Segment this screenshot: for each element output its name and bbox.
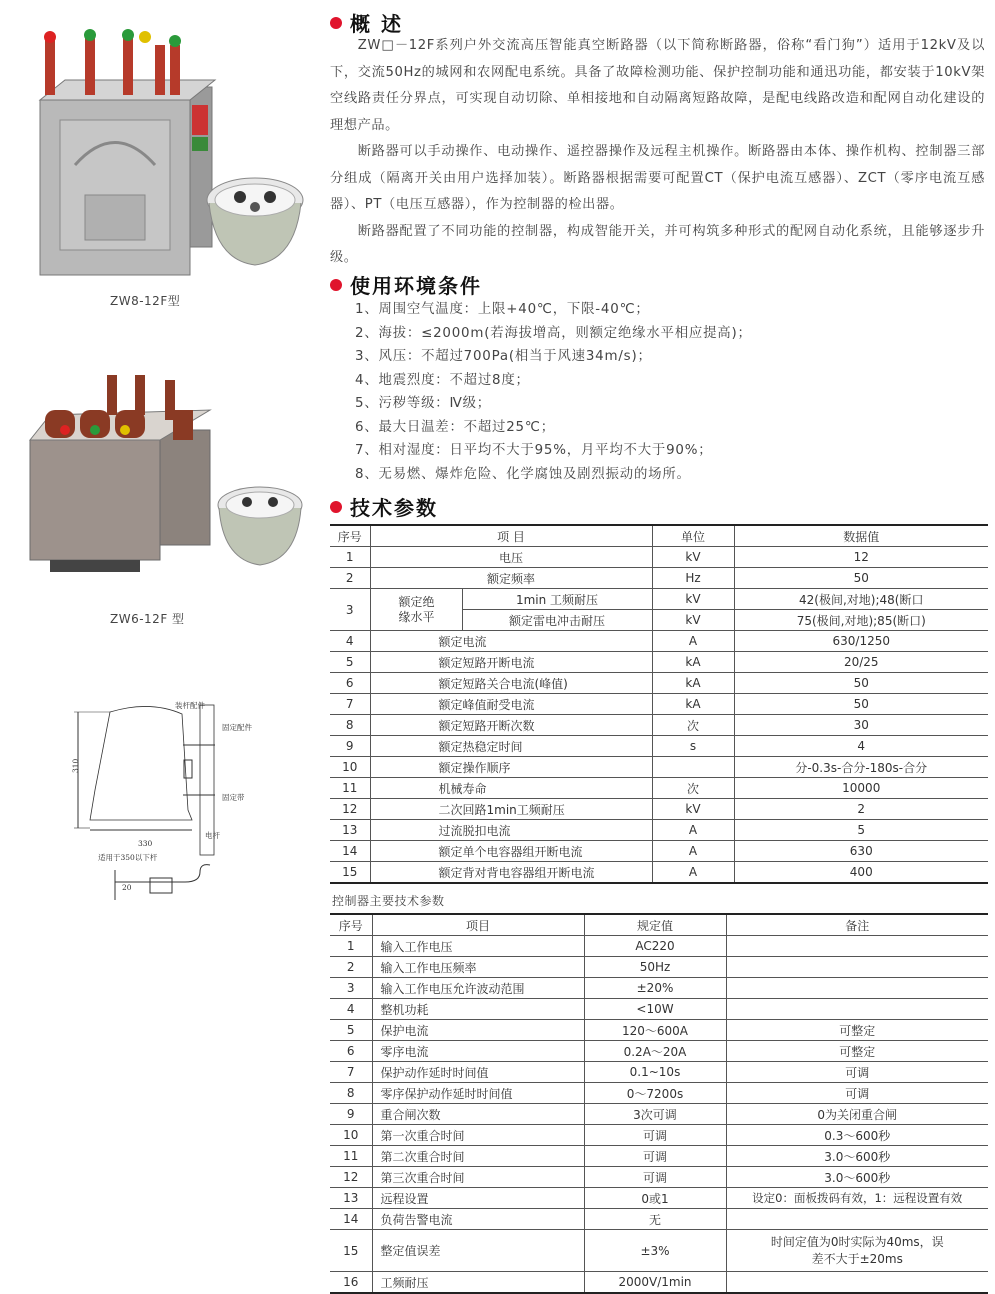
table-row: 4 整机功耗 <10W bbox=[330, 999, 988, 1020]
table-row: 6 额定短路关合电流(峰值) kA 50 bbox=[330, 673, 988, 694]
table-row: 13 过流脱扣电流 A 5 bbox=[330, 820, 988, 841]
zw8-product-photo bbox=[25, 25, 305, 285]
table-row: 15 额定背对背电容器组开断电流 A 400 bbox=[330, 862, 988, 884]
overview-title: 概 述 bbox=[330, 8, 403, 37]
installation-drawing bbox=[70, 700, 260, 910]
col-header: 项目 bbox=[372, 914, 584, 936]
table-row: 2 输入工作电压频率 50Hz bbox=[330, 957, 988, 978]
env-list bbox=[355, 298, 752, 486]
table-row: 3 额定绝缘水平 1min 工频耐压 kV 42(极间,对地);48(断口 bbox=[330, 589, 988, 610]
dim-width-label: 330 bbox=[138, 839, 153, 848]
insulation-group-label: 额定绝缘水平 bbox=[370, 589, 462, 631]
env-item: 7、相对湿度：日平均不大于95%，月平均不大于90%； bbox=[355, 443, 713, 458]
col-header: 单位 bbox=[652, 525, 734, 547]
table-row: 13 远程设置 0或1 设定0：面板拨码有效，1：远程设置有效 bbox=[330, 1188, 988, 1209]
table-row: 10 第一次重合时间 可调 0.3～600秒 bbox=[330, 1125, 988, 1146]
overview-para-2: 断路器可以手动操作、电动操作、遥控器操作及远程主机操作。断路器由本体、操作机构、控制器三部分组成（隔离开关由用户选择加装）。断路器根据需要可配置CT（保护电流互感器）、ZCT（零序电流互感器）、PT（电压互感器），作为控制器的检出器。 bbox=[330, 144, 985, 212]
env-item: 3、风压：不超过700Pa(相当于风速34m/s)； bbox=[355, 349, 652, 364]
table-row: 7 保护动作延时时间值 0.1~10s 可调 bbox=[330, 1062, 988, 1083]
table-row: 5 保护电流 120～600A 可整定 bbox=[330, 1020, 988, 1041]
zw6-caption: ZW6-12F 型 bbox=[110, 612, 185, 626]
table-row: 9 重合闸次数 3次可调 0为关闭重合闸 bbox=[330, 1104, 988, 1125]
tech-title: 技术参数 bbox=[330, 492, 438, 521]
tech-params-table bbox=[330, 524, 988, 884]
table-row: 14 额定单个电容器组开断电流 A 630 bbox=[330, 841, 988, 862]
controller-params-caption: 控制器主要技术参数 bbox=[332, 894, 445, 908]
table-row: 3 输入工作电压允许波动范围 ±20% bbox=[330, 978, 988, 999]
env-title: 使用环境条件 bbox=[330, 270, 482, 299]
table-row: 8 额定短路开断次数 次 30 bbox=[330, 715, 988, 736]
table-row: 2 额定频率 Hz 50 bbox=[330, 568, 988, 589]
env-item: 2、海拔：≤2000m(若海拔增高，则额定绝缘水平相应提高)； bbox=[355, 325, 752, 341]
env-item: 8、无易燃、爆炸危险、化学腐蚀及剧烈振动的场所。 bbox=[355, 466, 691, 482]
col-header: 序号 bbox=[330, 525, 370, 547]
col-header: 序号 bbox=[330, 914, 372, 936]
dim-height-label: 310 bbox=[71, 758, 80, 773]
zw8-caption: ZW8-12F型 bbox=[110, 294, 181, 308]
table-row: 1 输入工作电压 AC220 bbox=[330, 936, 988, 957]
col-header: 规定值 bbox=[584, 914, 726, 936]
table-row: 1 电压 kV 12 bbox=[330, 547, 988, 568]
col-header: 备注 bbox=[726, 914, 988, 936]
table-row: 4 额定电流 A 630/1250 bbox=[330, 631, 988, 652]
table-row: 14 负荷告警电流 无 bbox=[330, 1209, 988, 1230]
table-row: 6 零序电流 0.2A～20A 可整定 bbox=[330, 1041, 988, 1062]
env-item: 6、最大日温差：不超过25℃； bbox=[355, 419, 555, 435]
col-header: 数据值 bbox=[734, 525, 988, 547]
env-item: 1、周围空气温度：上限+40℃，下限-40℃； bbox=[355, 302, 650, 317]
env-item: 5、污秽等级：Ⅳ级； bbox=[355, 396, 492, 411]
table-row: 15 整定值误差 ±3% 时间定值为0时实际为40ms，误差不大于±20ms bbox=[330, 1230, 988, 1272]
bullet-dot-icon bbox=[330, 279, 342, 291]
table-row: 7 额定峰值耐受电流 kA 50 bbox=[330, 694, 988, 715]
overview-para-1: ZW□－12F系列户外交流高压智能真空断路器（以下简称断路器，俗称“看门狗”）适用于12kV及以下，交流50Hz的城网和农网配电系统。具备了故障检测功能、保护控制功能和通迅功能，都安装于10kV架空线路责任分界点，可实现自动切除、单相接地和自动隔离短路故障，是配电线路改造和配网自动化建设的理想产品。 bbox=[330, 38, 985, 133]
bullet-dot-icon bbox=[330, 501, 342, 513]
overview-text bbox=[330, 33, 985, 272]
fixing-band-label: 固定带 bbox=[222, 793, 245, 802]
table-header-row bbox=[330, 914, 988, 936]
fixing-parts-label: 固定配件 bbox=[222, 723, 252, 732]
table-row: 11 机械寿命 次 10000 bbox=[330, 778, 988, 799]
bullet-dot-icon bbox=[330, 17, 342, 29]
table-row: 11 第二次重合时间 可调 3.0～600秒 bbox=[330, 1146, 988, 1167]
table-row: 5 额定短路开断电流 kA 20/25 bbox=[330, 652, 988, 673]
zw6-product-photo bbox=[25, 370, 305, 585]
env-item: 4、地震烈度：不超过8度； bbox=[355, 372, 530, 388]
table-row: 16 工频耐压 2000V/1min bbox=[330, 1272, 988, 1294]
table-row: 10 额定操作顺序 分-0.3s-合分-180s-合分 bbox=[330, 757, 988, 778]
controller-params-table bbox=[330, 913, 988, 1294]
table-row: 12 第三次重合时间 可调 3.0～600秒 bbox=[330, 1167, 988, 1188]
pole-label: 电杆 bbox=[205, 831, 220, 840]
table-row: 额定雷电冲击耐压 kV 75(极间,对地);85(断口) bbox=[330, 610, 988, 631]
mount-parts-label: 装杆配件 bbox=[175, 701, 205, 710]
table-row: 8 零序保护动作延时时间值 0～7200s 可调 bbox=[330, 1083, 988, 1104]
table-row: 9 额定热稳定时间 s 4 bbox=[330, 736, 988, 757]
table-header-row bbox=[330, 525, 988, 547]
table-row: 12 二次回路1min工频耐压 kV 2 bbox=[330, 799, 988, 820]
col-header: 项 目 bbox=[370, 525, 652, 547]
overview-para-3: 断路器配置了不同功能的控制器，构成智能开关，并可构筑多种形式的配网自动化系统，且能够逐步升级。 bbox=[330, 223, 985, 265]
fit-label: 适用于350以下杆 bbox=[98, 853, 158, 862]
dim-20-label: 20 bbox=[122, 883, 132, 892]
